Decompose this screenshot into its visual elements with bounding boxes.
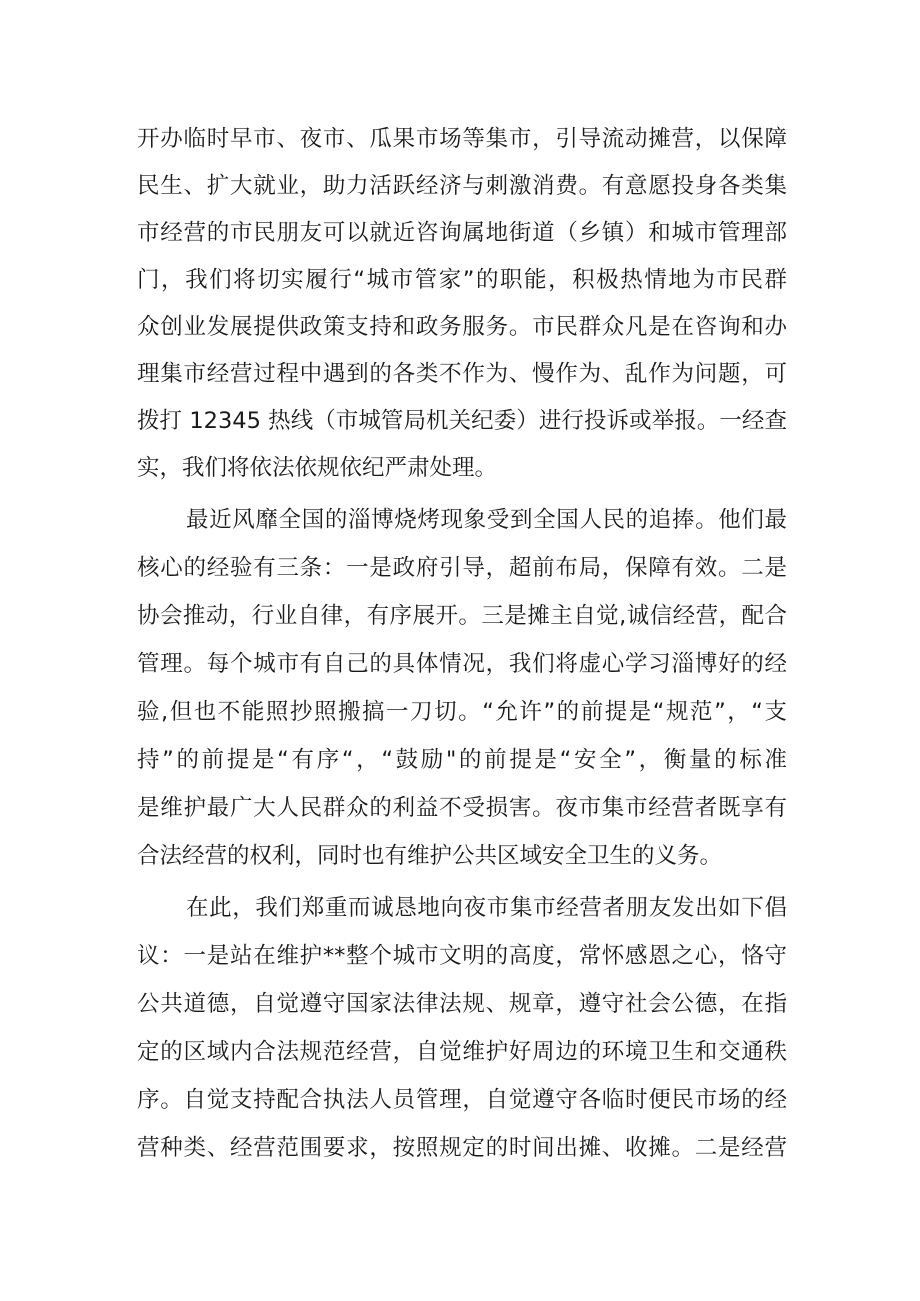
text-line: 序。自觉支持配合执法人员管理，自觉遵守各临时便民市场的经 [137,1087,787,1113]
text-line: 持”的前提是“有序“，“鼓励"的前提是“安全”，衡量的标准 [137,747,787,773]
text-line: 在此，我们郑重而诚恳地向夜市集市经营者朋友发出如下倡 [186,895,787,921]
text-line: 最近风靡全国的淄博烧烤现象受到全国人民的追捧。他们最 [186,507,787,533]
text-line: 协会推动，行业自律，有序展开。三是摊主自觉,诚信经营，配合 [137,603,787,629]
text-line: 门，我们将切实履行“城市管家”的职能，积极热情地为市民群 [137,267,787,293]
text-line: 验,但也不能照抄照搬搞一刀切。“允许”的前提是“规范”，“支 [137,699,787,725]
text-line: 管理。每个城市有自己的具体情况，我们将虚心学习淄博好的经 [137,651,787,677]
text-line: 核心的经验有三条：一是政府引导，超前布局，保障有效。二是 [137,555,787,581]
text-line: 议：一是站在维护**整个城市文明的高度，常怀感恩之心，恪守 [137,943,787,969]
text-line: 实，我们将依法依规依纪严肃处理。 [137,455,498,481]
text-line: 众创业发展提供政策支持和政务服务。市民群众凡是在咨询和办 [137,314,787,340]
text-line: 定的区域内合法规范经营，自觉维护好周边的环境卫生和交通秩 [137,1039,787,1065]
text-line: 开办临时早市、夜市、瓜果市场等集市，引导流动摊营，以保障 [137,126,787,152]
text-line: 营种类、经营范围要求，按照规定的时间出摊、收摊。二是经营 [137,1135,787,1161]
text-line: 是维护最广大人民群众的利益不受损害。夜市集市经营者既享有 [137,795,787,821]
text-line: 合法经营的权利，同时也有维护公共区域安全卫生的义务。 [137,843,723,869]
text-line: 拨打 12345 热线（市城管局机关纪委）进行投诉或举报。一经查 [137,408,787,434]
text-line: 市经营的市民朋友可以就近咨询属地街道（乡镇）和城市管理部 [137,220,787,246]
text-line: 理集市经营过程中遇到的各类不作为、慢作为、乱作为问题，可 [137,361,787,387]
text-line: 公共道德，自觉遵守国家法律法规、规章，遵守社会公德，在指 [137,991,787,1017]
text-line: 民生、扩大就业，助力活跃经济与刺激消费。有意愿投身各类集 [137,173,787,199]
